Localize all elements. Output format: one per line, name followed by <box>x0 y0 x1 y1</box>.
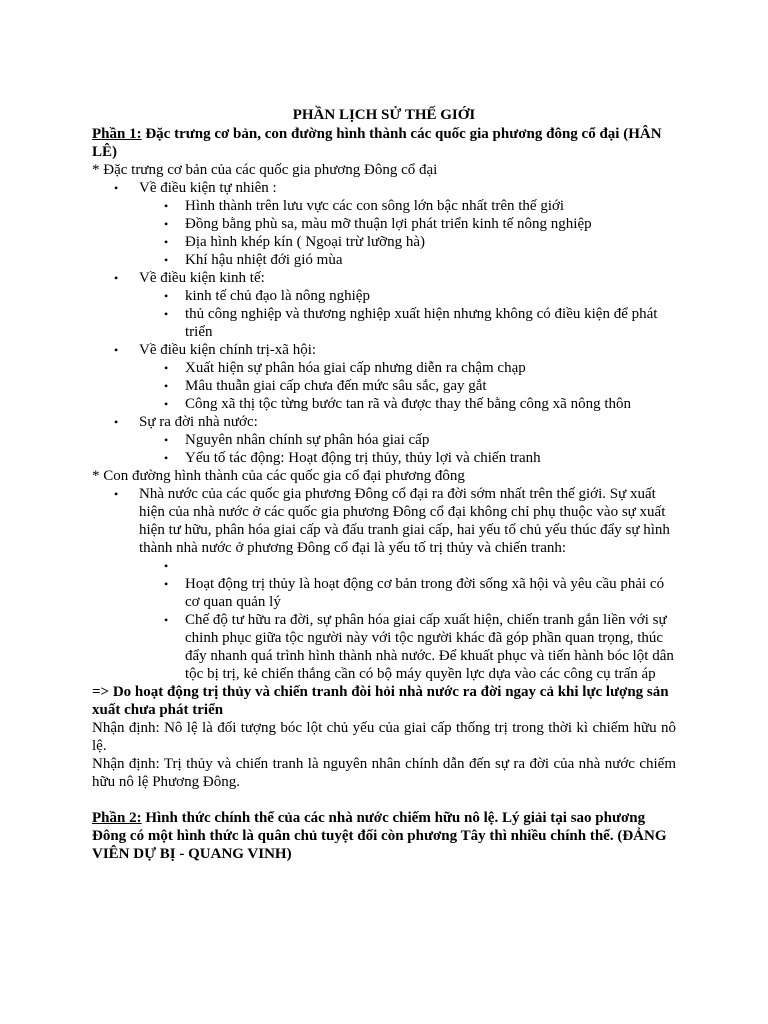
state-formation-list <box>139 431 676 467</box>
list-item: • Địa hình khép kín ( Ngoại trừ lưỡng hà) <box>139 233 676 251</box>
conclusion-text: => Do hoạt động trị thủy và chiến tranh đòi hỏi nhà nước ra đời ngay cả khi lực lượng sản xuất chưa phát triển <box>92 684 669 718</box>
political-conditions-list <box>139 359 676 413</box>
formation-path-text: Nhà nước của các quốc gia phương Đông cổ đại ra đời sớm nhất trên thế giới. Sự xuất hiện của nhà nước ở các quốc gia phương Đông cổ đại không chỉ phụ thuộc vào sự xuất hiện tư hữu, phân hóa giai cấp và đấu tranh giai cấp, hai yếu tố chủ yếu thúc đẩy sự hình thành nhà nước ở phương Đông cổ đại là yếu tố trị thủy và chiến tranh: <box>139 486 670 556</box>
characteristics-list <box>92 179 676 467</box>
remark-paragraph: Nhận định: Nô lệ là đối tượng bóc lột chủ yếu của giai cấp thống trị trong thời kì chiếm hữu nô lệ. <box>92 720 676 754</box>
list-item: • Mâu thuẫn giai cấp chưa đến mức sâu sắc, gay gắt <box>139 377 676 395</box>
list-item: • kinh tế chủ đạo là nông nghiệp <box>139 287 676 305</box>
part1-subheading-formation-path: * Con đường hình thành của các quốc gia cổ đại phương đông <box>92 468 465 484</box>
document-title: PHẦN LỊCH SỬ THẾ GIỚI <box>292 107 476 123</box>
part2-label: Phần 2: <box>92 810 142 826</box>
part1-subheading-characteristics: * Đặc trưng cơ bản của các quốc gia phương Đông cổ đại <box>92 162 438 178</box>
natural-conditions-list <box>139 197 676 269</box>
political-conditions-label: Về điều kiện chính trị-xã hội: <box>139 342 317 358</box>
list-item <box>92 341 676 413</box>
list-item <box>139 557 676 575</box>
list-item: • Xuất hiện sự phân hóa giai cấp nhưng diễn ra chậm chạp <box>139 359 676 377</box>
natural-conditions-label: Về điều kiện tự nhiên : <box>139 180 277 196</box>
list-item: • Khí hậu nhiệt đới gió mùa <box>139 251 676 269</box>
list-item: • Đồng bằng phù sa, màu mỡ thuận lợi phát triển kinh tế nông nghiệp <box>139 215 676 233</box>
part1-label: Phần 1: <box>92 126 142 142</box>
list-item: • Hình thành trên lưu vực các con sông lớn bậc nhất trên thế giới <box>139 197 676 215</box>
list-item <box>92 413 676 467</box>
list-item: • Yếu tố tác động: Hoạt động trị thủy, thủy lợi và chiến tranh <box>139 449 676 467</box>
part1-heading-text: Đặc trưng cơ bản, con đường hình thành các quốc gia phương đông cổ đại (HÂN LÊ) <box>92 126 662 160</box>
document-body <box>92 106 676 863</box>
part1-heading <box>92 125 676 161</box>
economic-conditions-label: Về điều kiện kinh tế: <box>139 270 265 286</box>
formation-factors-list <box>139 557 676 683</box>
list-item <box>92 179 676 269</box>
state-formation-label: Sự ra đời nhà nước: <box>139 414 258 430</box>
part2-heading-text: Hình thức chính thể của các nhà nước chiếm hữu nô lệ. Lý giải tại sao phương Đông có một hình thức là quân chủ tuyệt đối còn phương Tây thì nhiều chính thể. (ĐẢNG VIÊN DỰ BỊ - QUANG VINH) <box>92 810 667 862</box>
list-item: • Chế độ tư hữu ra đời, sự phân hóa giai cấp xuất hiện, chiến tranh gắn liền với sự chinh phục giữa tộc người này với tộc người khác đã góp phần quan trọng, thúc đẩy nhanh quá trình hình thành nhà nước. Để khuất phục và tiến hành bóc lột dân tộc bị trị, kẻ chiến thắng cần có bộ máy quyền lực dựa vào các công cụ trấn áp <box>139 611 676 683</box>
list-item: • Công xã thị tộc từng bước tan rã và được thay thế bằng công xã nông thôn <box>139 395 676 413</box>
part2-heading <box>92 809 676 863</box>
list-item: • Nguyên nhân chính sự phân hóa giai cấp <box>139 431 676 449</box>
list-item: • Hoạt động trị thủy là hoạt động cơ bản trong đời sống xã hội và yêu cầu phải có cơ quan quản lý <box>139 575 676 611</box>
list-item: • thủ công nghiệp và thương nghiệp xuất hiện nhưng không có điều kiện để phát triển <box>139 305 676 341</box>
list-item <box>92 269 676 341</box>
paragraph-spacer <box>92 791 676 809</box>
remark-paragraph: Nhận định: Trị thủy và chiến tranh là nguyên nhân chính dẫn đến sự ra đời của nhà nước chiếm hữu nô lệ Phương Đông. <box>92 756 676 790</box>
list-item <box>92 485 676 683</box>
formation-path-list <box>92 485 676 683</box>
economic-conditions-list <box>139 287 676 341</box>
